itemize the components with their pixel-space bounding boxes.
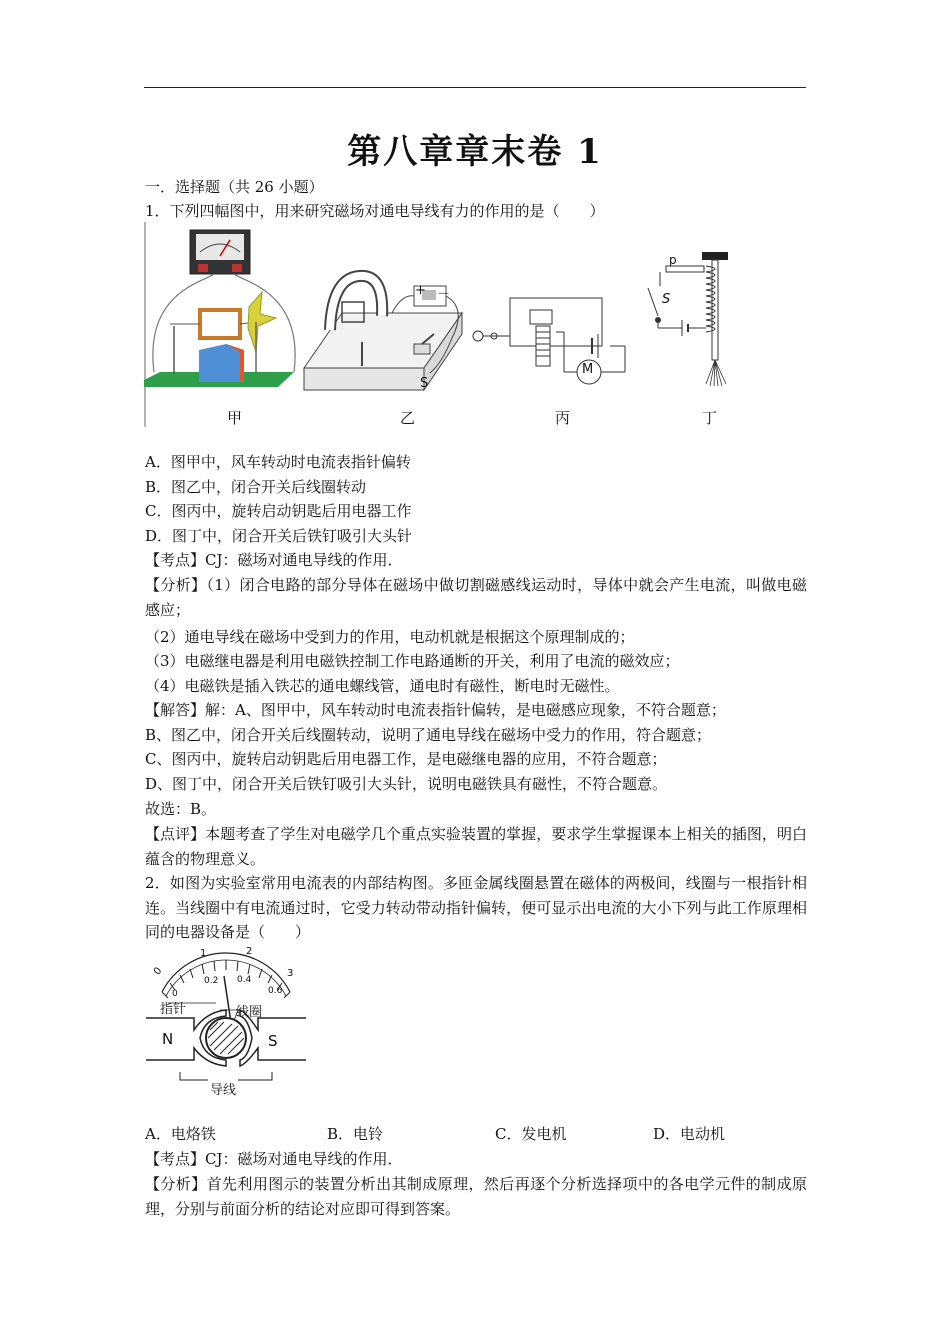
section-heading: 一．选择题（共 26 小题） — [145, 178, 324, 196]
q1-jieda-2: B、图乙中，闭合开关后线圈转动，说明了通电导线在磁场中受力的作用，符合题意； — [145, 726, 712, 744]
scale-bottom-3: 0.6 — [268, 986, 283, 996]
q1-fenxi-3: （3）电磁继电器是利用电磁铁控制工作电路通断的开关，利用了电流的磁效应； — [145, 652, 680, 670]
scale-top-2: 2 — [246, 946, 253, 957]
q2-option-a: A．电烙铁 — [145, 1125, 216, 1143]
q2-fenxi: 【分析】首先利用图示的装置分析出其制成原理，然后再逐个分析选择项中的各电学元件的制成原理，分别与前面分析的结论对应即可得到答案。 — [145, 1175, 807, 1218]
q1-fenxi-4: （4）电磁铁是插入铁芯的通电螺线管，通电时有磁性，断电时无磁性。 — [145, 677, 620, 695]
q1-option-b: B．图乙中，闭合开关后线圈转动 — [145, 478, 367, 496]
wire-label: 导线 — [208, 1079, 238, 1098]
q2-stem: 2．如图为实验室常用电流表的内部结构图。多匝金属线圈悬置在磁体的两极间，线圈与一根指针相连。当线圈中有电流通过时，它受力转动带动指针偏转，便可显示出电流的大小下列与此工作原理相同的电器设备是（ ） — [145, 874, 807, 941]
scale-top-0: 0 — [151, 965, 165, 978]
scale-bottom-0: 0 — [172, 989, 178, 999]
north-pole-label: N — [162, 1030, 174, 1048]
figure-label-yi: 乙 — [400, 409, 416, 427]
q1-fenxi-2: （2）通电导线在磁场中受到力的作用，电动机就是根据这个原理制成的； — [145, 628, 635, 646]
q1-dianping: 【点评】本题考查了学生对电磁学几个重点实验装置的掌握，要求学生掌握课本上相关的插图，明白蕴含的物理意义。 — [145, 825, 807, 868]
q1-option-c: C．图丙中，旋转启动钥匙后用电器工作 — [145, 502, 412, 520]
q2-kaodian: 【考点】CJ：磁场对通电导线的作用． — [145, 1150, 403, 1168]
q2-option-d: D．电动机 — [653, 1125, 726, 1143]
q1-stem: 1．下列四幅图中，用来研究磁场对通电导线有力的作用的是（ ） — [145, 202, 605, 220]
scale-bottom-1: 0.2 — [204, 976, 219, 986]
figure-bing — [470, 292, 630, 392]
q1-option-a: A．图甲中，风车转动时电流表指针偏转 — [145, 453, 411, 471]
battery-plus-label: + — [415, 283, 426, 298]
q2-option-c: C．发电机 — [495, 1125, 567, 1143]
figure-label-ding: 丁 — [702, 409, 718, 427]
figure-jia — [144, 222, 304, 427]
q1-jieda-4: D、图丁中，闭合开关后铁钉吸引大头针，说明电磁铁具有磁性，不符合题意。 — [145, 775, 668, 793]
battery-minus-label: － — [437, 287, 451, 302]
figure-label-jia: 甲 — [227, 409, 243, 427]
q1-option-d: D．图丁中，闭合开关后铁钉吸引大头针 — [145, 527, 413, 545]
scale-top-1: 1 — [200, 948, 207, 959]
q1-jieda-1: 【解答】解：A、图甲中，风车转动时电流表指针偏转，是电磁感应现象，不符合题意； — [145, 701, 726, 719]
header-rule — [144, 87, 806, 88]
motor-m-label: M — [582, 362, 594, 377]
pointer-label: 指针 — [160, 1002, 187, 1017]
ding-switch-s-label: S — [662, 292, 671, 307]
south-pole-label: S — [268, 1032, 278, 1050]
q1-jieda-3: C、图丙中，旋转启动钥匙后用电器工作，是电磁继电器的应用，不符合题意； — [145, 750, 667, 768]
q1-kaodian: 【考点】CJ：磁场对通电导线的作用． — [145, 551, 403, 569]
scale-top-3: 3 — [287, 968, 294, 979]
coil-label: 线圈 — [236, 1005, 263, 1020]
ding-p-label: p — [669, 253, 677, 267]
q1-fenxi-1: 【分析】（1）闭合电路的部分导体在磁场中做切割磁感线运动时，导体中就会产生电流，叫做电磁感应； — [145, 576, 807, 619]
figure-ding — [640, 248, 740, 390]
scale-bottom-2: 0.4 — [237, 975, 252, 985]
page-title: 第八章章末卷 1 — [347, 132, 603, 172]
q1-answer: 故选：B。 — [145, 800, 217, 818]
figure-label-bing: 丙 — [555, 409, 571, 427]
q2-option-b: B．电铃 — [327, 1125, 384, 1143]
switch-s-label: S — [420, 376, 429, 391]
